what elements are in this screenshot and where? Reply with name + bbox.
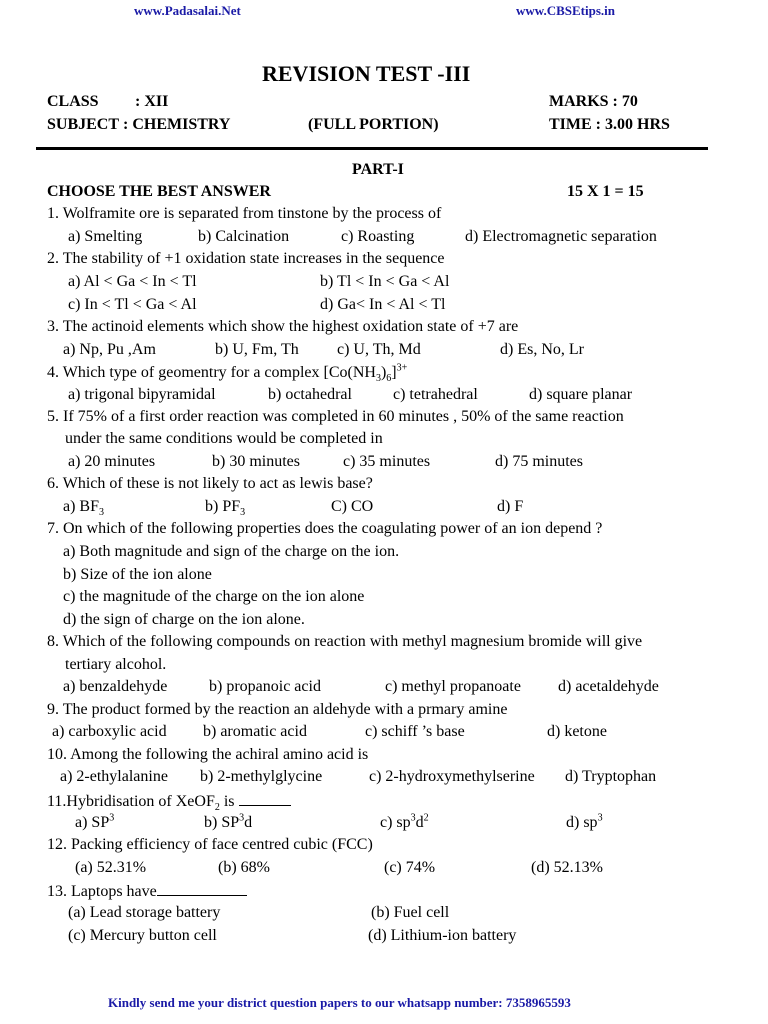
q4-option-d: d) square planar — [529, 386, 633, 403]
question-12: 12. Packing efficiency of face centred cubic (FCC) — [47, 836, 373, 853]
q1-option-d: d) Electromagnetic separation — [465, 228, 657, 245]
q11-option-c: c) $sp^3d^2$ — [380, 812, 429, 831]
q5-option-b: b) 30 minutes — [212, 453, 300, 470]
question-8-cont: tertiary alcohol. — [65, 656, 167, 673]
q5-option-c: c) 35 minutes — [343, 453, 431, 470]
q5-option-a: a) 20 minutes — [68, 453, 156, 470]
q13-option-a: (a) Lead storage battery — [68, 904, 221, 921]
header-divider — [36, 147, 708, 150]
q7-option-a: a) Both magnitude and sign of the charge on the ion. — [63, 543, 400, 560]
q11-option-d: d) $sp^3$ — [566, 812, 603, 831]
q8-option-c: c) methyl propanoate — [385, 678, 521, 695]
question-5: 5. If 75% of a first order reaction was completed in 60 minutes , 50% of the same reaction — [47, 408, 624, 425]
question-8: 8. Which of the following compounds on reaction with methyl magnesium bromide will give — [47, 633, 643, 650]
q9-option-b: b) aromatic acid — [203, 723, 307, 740]
q10-option-c: c) 2-hydroxymethylserine — [369, 768, 535, 785]
question-7: 7. On which of the following properties does the coagulating power of an ion depend ? — [47, 520, 603, 537]
header-left-url: www.Padasalai.Net — [134, 3, 241, 18]
portion-label: (FULL PORTION) — [308, 116, 439, 133]
q8-option-d: d) acetaldehyde — [558, 678, 659, 695]
q9-option-d: d) ketone — [547, 723, 607, 740]
q8-option-a: a) benzaldehyde — [63, 678, 168, 695]
subject-label: SUBJECT — [47, 116, 120, 133]
q11-option-b: b) $SP^3d$ — [204, 812, 253, 831]
subject-value: : CHEMISTRY — [123, 116, 231, 133]
time-label: TIME : 3.00 HRS — [549, 116, 670, 133]
q4-option-c: c) tetrahedral — [393, 386, 478, 403]
q2-option-b: b) Tl < In < Ga < Al — [320, 273, 450, 290]
marks-label: MARKS : 70 — [549, 93, 638, 110]
answer-blank — [157, 881, 247, 896]
q12-option-c: (c) 74% — [384, 859, 436, 876]
q12-option-a: (a) 52.31% — [75, 859, 147, 876]
question-5-cont: under the same conditions would be completed in — [65, 430, 383, 447]
q4-option-b: b) octahedral — [268, 386, 352, 403]
q6-option-d: d) F — [497, 498, 524, 515]
q9-option-c: c) schiff ’s base — [365, 723, 465, 740]
q7-option-c: c) the magnitude of the charge on the ion alone — [63, 588, 365, 605]
question-2: 2. The stability of +1 oxidation state increases in the sequence — [47, 250, 445, 267]
q13-option-d: (d) Lithium-ion battery — [368, 927, 517, 944]
q10-option-b: b) 2-methylglycine — [200, 768, 323, 785]
page-title: REVISION TEST -III — [262, 61, 471, 86]
q7-option-d: d) the sign of charge on the ion alone. — [63, 611, 305, 628]
question-6: 6. Which of these is not likely to act as lewis base? — [47, 475, 373, 492]
q2-option-a: a) Al < Ga < In < Tl — [68, 273, 197, 290]
q13-option-c: (c) Mercury button cell — [68, 927, 217, 944]
q1-option-b: b) Calcination — [198, 228, 290, 245]
q3-option-d: d) Es, No, Lr — [500, 341, 584, 358]
class-label: CLASS — [47, 93, 99, 110]
q8-option-b: b) propanoic acid — [209, 678, 321, 695]
section-title: CHOOSE THE BEST ANSWER — [47, 183, 271, 200]
q12-option-b: (b) 68% — [218, 859, 270, 876]
q11-option-a: a) $SP^3$ — [75, 812, 115, 831]
question-3: 3. The actinoid elements which show the highest oxidation state of +7 are — [47, 318, 519, 335]
q2-option-d: d) Ga< In < Al < Tl — [320, 296, 446, 313]
class-value: : XII — [135, 93, 169, 110]
q13-option-b: (b) Fuel cell — [371, 904, 450, 921]
question-4: 4. Which type of geomentry for a complex $[Co(NH_3)_6]^{3+}$ — [47, 362, 408, 385]
q1-option-c: c) Roasting — [341, 228, 415, 245]
q5-option-d: d) 75 minutes — [495, 453, 583, 470]
q6-option-c: C) CO — [331, 498, 374, 515]
q6-option-a: a) $BF_3$ — [63, 498, 104, 519]
q10-option-a: a) 2-ethylalanine — [60, 768, 168, 785]
q4-option-a: a) trigonal bipyramidal — [68, 386, 216, 403]
q12-option-d: (d) 52.13% — [531, 859, 603, 876]
q10-option-d: d) Tryptophan — [565, 768, 657, 785]
q9-option-a: a) carboxylic acid — [52, 723, 167, 740]
q3-option-c: c) U, Th, Md — [337, 341, 421, 358]
section-marks: 15 X 1 = 15 — [567, 183, 644, 200]
question-10: 10. Among the following the achiral amino acid is — [47, 746, 369, 763]
answer-blank — [239, 791, 291, 806]
q6-option-b: b) $PF_3$ — [205, 498, 246, 519]
question-1: 1. Wolframite ore is separated from tinstone by the process of — [47, 205, 442, 222]
question-11: 11.Hybridisation of XeOF$_2$ is — [47, 791, 291, 811]
question-13: 13. Laptops have — [47, 881, 247, 901]
header-right-url: www.CBSEtips.in — [516, 3, 615, 18]
q1-option-a: a) Smelting — [68, 228, 143, 245]
q7-option-b: b) Size of the ion alone — [63, 566, 212, 583]
q3-option-b: b) U, Fm, Th — [215, 341, 299, 358]
q3-option-a: a) Np, Pu ,Am — [63, 341, 156, 358]
part-heading: PART-I — [352, 161, 404, 178]
footer-notice: Kindly send me your district question papers to our whatsapp number: 7358965593 — [108, 995, 571, 1010]
question-9: 9. The product formed by the reaction an aldehyde with a prmary amine — [47, 701, 508, 718]
q2-option-c: c) In < Tl < Ga < Al — [68, 296, 197, 313]
